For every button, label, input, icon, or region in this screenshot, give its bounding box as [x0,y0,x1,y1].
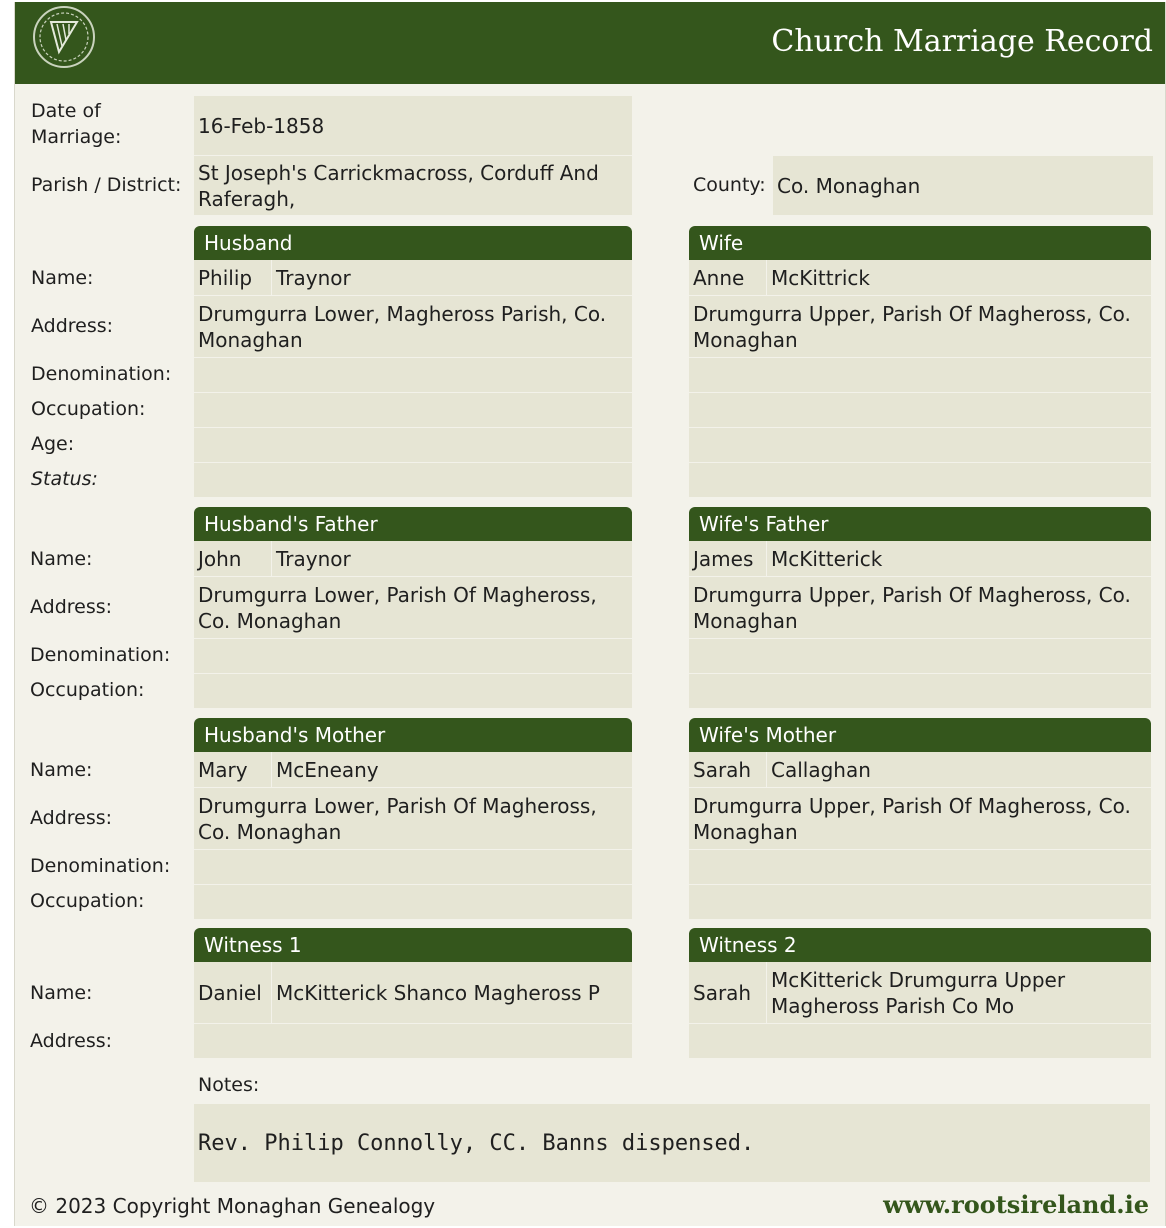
notes-label: Notes: [198,1074,260,1096]
mother-denomination-label: Denomination: [30,855,171,877]
husband-mother-header: Husband's Mother [194,718,632,752]
witness2-address [689,1024,1151,1059]
wife-father-address: Drumgurra Upper, Parish Of Magheross, Co. Monaghan [689,577,1151,639]
husband-mother-denomination [194,850,632,885]
wife-address: Drumgurra Upper, Parish Of Magheross, Co. Monaghan [689,296,1151,358]
husband-address-label: Address: [31,315,114,337]
wife-last-name: McKittrick [771,265,870,290]
witness1-address [194,1024,632,1059]
website-link[interactable]: www.rootsireland.ie [883,1190,1149,1219]
husband-father-last-name: Traynor [276,546,351,571]
county-label: County: [693,174,766,196]
husband-father-denomination [194,639,632,674]
wife-father-header: Wife's Father [689,507,1151,541]
wife-mother-name [689,752,1151,788]
husband-occupation [194,393,632,428]
parish-value: St Joseph's Carrickmacross, Corduff And Raferagh, [194,156,632,216]
husband-mother-first-name: Mary [194,752,272,787]
mother-occupation-label: Occupation: [30,890,145,912]
wife-name [689,260,1151,296]
husband-mother-occupation [194,885,632,920]
page-title: Church Marriage Record [771,24,1153,59]
father-address-label: Address: [30,596,113,618]
wife-mother-denomination [689,850,1151,885]
wife-denomination [689,358,1151,393]
husband-father-address: Drumgurra Lower, Parish Of Magheross, Co. Monaghan [194,577,632,639]
witness1-name [194,962,632,1024]
husband-name [194,260,632,296]
husband-last-name: Traynor [276,265,351,290]
husband-mother-last-name: McEneany [276,757,379,782]
mother-name-label: Name: [30,759,93,781]
husband-occupation-label: Occupation: [31,398,146,420]
notes-text: Rev. Philip Connolly, CC. Banns dispensed. [194,1104,1150,1182]
witness2-name [689,962,1151,1024]
husband-father-occupation [194,674,632,709]
witness-address-label: Address: [30,1030,113,1052]
husband-name-label: Name: [31,267,94,289]
wife-mother-header: Wife's Mother [689,718,1151,752]
husband-first-name: Philip [194,260,272,295]
witness2-first-name: Sarah [689,962,767,1023]
county-value: Co. Monaghan [773,156,1153,216]
witness1-header: Witness 1 [194,928,632,962]
husband-father-name [194,541,632,577]
witness1-last-name: McKitterick Shanco Magheross P [276,980,600,1005]
header-banner [15,2,1165,84]
wife-mother-last-name: Callaghan [771,757,871,782]
husband-age-label: Age: [31,433,75,455]
harp-seal-icon [29,2,99,72]
father-denomination-label: Denomination: [30,644,171,666]
husband-denomination-label: Denomination: [31,363,172,385]
wife-mother-first-name: Sarah [689,752,767,787]
husband-mother-address: Drumgurra Lower, Parish Of Magheross, Co. Monaghan [194,788,632,850]
husband-age [194,428,632,463]
mother-address-label: Address: [30,807,113,829]
husband-status [194,463,632,498]
husband-denomination [194,358,632,393]
wife-father-denomination [689,639,1151,674]
wife-first-name: Anne [689,260,767,295]
wife-father-last-name: McKitterick [771,546,883,571]
parish-label: Parish / District: [31,174,182,196]
husband-header: Husband [194,226,632,260]
wife-age [689,428,1151,463]
husband-address: Drumgurra Lower, Magheross Parish, Co. Monaghan [194,296,632,358]
wife-occupation [689,393,1151,428]
wife-father-first-name: James [689,541,767,576]
witness-name-label: Name: [30,982,93,1004]
witness2-header: Witness 2 [689,928,1151,962]
father-name-label: Name: [30,548,93,570]
date-of-marriage-label: Date of Marriage: [31,100,122,148]
wife-mother-occupation [689,885,1151,920]
wife-father-name [689,541,1151,577]
husband-mother-name [194,752,632,788]
record-sheet [14,2,1166,1226]
father-occupation-label: Occupation: [30,679,145,701]
wife-status [689,463,1151,498]
husband-father-first-name: John [194,541,272,576]
husband-father-header: Husband's Father [194,507,632,541]
date-of-marriage-value: 16-Feb-1858 [194,96,632,156]
wife-header: Wife [689,226,1151,260]
wife-father-occupation [689,674,1151,709]
witness1-first-name: Daniel [194,962,272,1023]
husband-status-label: Status: [31,468,98,490]
copyright-text: © 2023 Copyright Monaghan Genealogy [29,1194,436,1218]
wife-mother-address: Drumgurra Upper, Parish Of Magheross, Co. Monaghan [689,788,1151,850]
witness2-last-name: McKitterick Drumgurra Upper Magheross Parish Co Mo [771,967,1066,1018]
